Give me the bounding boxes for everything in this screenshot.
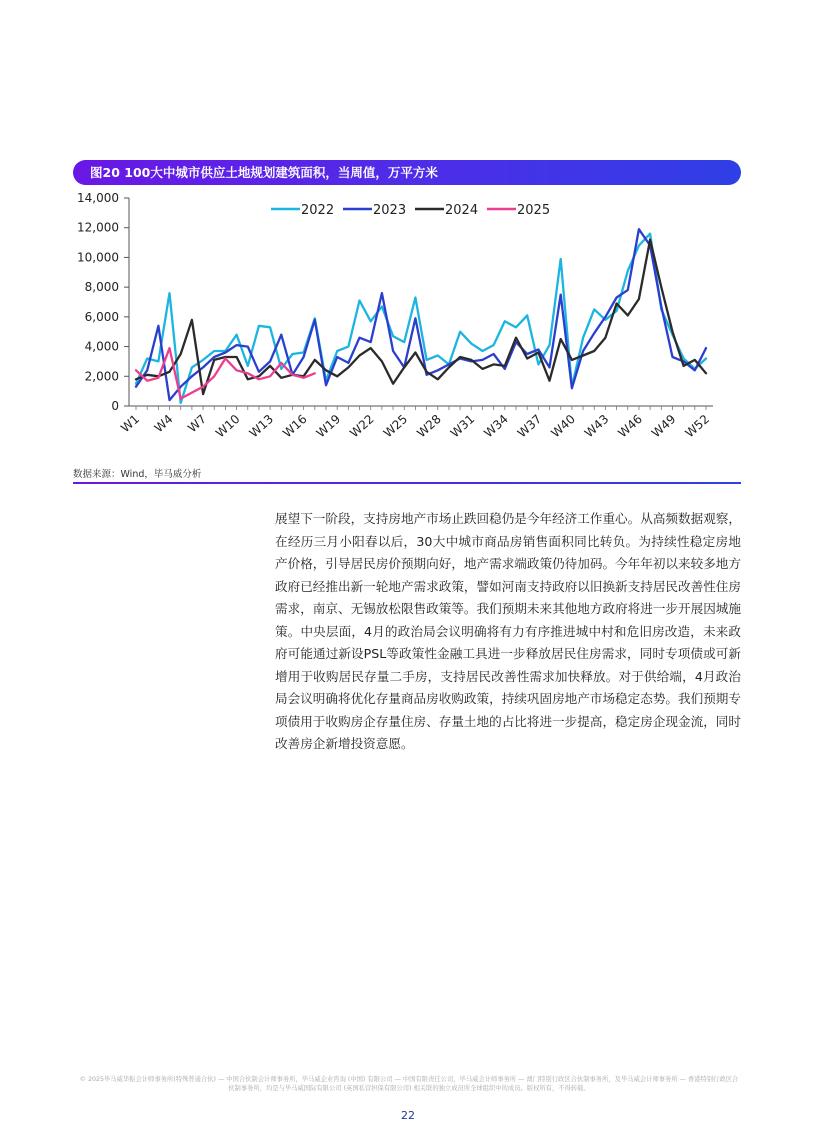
x-tick-label: W46 xyxy=(615,411,645,441)
x-tick-label: W19 xyxy=(313,411,344,441)
chart-legend xyxy=(271,203,550,218)
x-tick-label: W37 xyxy=(514,411,545,441)
y-tick-label: 10,000 xyxy=(77,250,119,265)
y-tick-label: 2,000 xyxy=(84,369,119,384)
x-tick-label: W16 xyxy=(280,411,310,441)
legend-label-2023: 2023 xyxy=(373,203,407,218)
x-tick-label: W10 xyxy=(213,411,243,441)
series-line-2022 xyxy=(136,234,706,403)
legend-label-2025: 2025 xyxy=(517,203,551,218)
y-tick-label: 0 xyxy=(111,399,119,413)
x-tick-label: W13 xyxy=(246,411,277,441)
x-tick-label: W22 xyxy=(347,411,377,441)
x-tick-label: W52 xyxy=(682,411,713,441)
footer-legal: © 2025毕马威华振会计师事务所(特殊普通合伙) — 中国合伙制会计师事务所，毕马威企业咨询 (中国) 有限公司 — 中国有限责任公司，毕马威会计师事务所 — 澳门特别行政区合伙制事务所，及毕马威会计师事务所 — 香港特别行政区合伙制事务所，均是与毕马威国际有限公司 (英国私营担保有限公司) 相关联的独立成员所全球组织中的成员。版权所有，不得转载。 xyxy=(79,1076,739,1092)
figure-title: 图20 100大中城市供应土地规划建筑面积，当周值，万平方米 xyxy=(73,160,741,185)
x-tick-label: W34 xyxy=(481,411,511,441)
y-tick-label: 14,000 xyxy=(77,191,119,205)
x-tick-label: W1 xyxy=(118,411,143,436)
series-line-2024 xyxy=(136,240,706,395)
series-line-2023 xyxy=(136,229,706,400)
x-tick-label: W25 xyxy=(380,411,411,441)
y-tick-label: 12,000 xyxy=(77,220,119,235)
line-chart xyxy=(73,188,741,460)
x-tick-label: W49 xyxy=(648,411,679,441)
x-tick-label: W4 xyxy=(151,411,176,436)
legend-label-2022: 2022 xyxy=(301,203,335,218)
legend-label-2024: 2024 xyxy=(445,203,479,218)
y-tick-label: 8,000 xyxy=(84,280,119,295)
y-tick-label: 6,000 xyxy=(84,309,119,324)
x-tick-label: W43 xyxy=(581,411,612,441)
chart-series xyxy=(136,229,706,403)
x-tick-label: W7 xyxy=(185,411,210,436)
y-tick-label: 4,000 xyxy=(84,339,119,354)
x-tick-label: W40 xyxy=(548,411,578,441)
x-tick-label: W28 xyxy=(414,411,444,441)
body-paragraph: 展望下一阶段，支持房地产市场止跌回稳仍是今年经济工作重心。从高频数据观察，在经历三月小阳春以后，30大中城市商品房销售面积同比转负。为持续性稳定房地产价格，引导居民房价预期向好，地产需求端政策仍待加码。今年年初以来较多地方政府已经推出新一轮地产需求政策，譬如河南支持政府以旧换新支持居民改善性住房需求，南京、无锡放松限售政策等。我们预期未来其他地方政府将进一步开展因城施策。中央层面，4月的政治局会议明确将有力有序推进城中村和危旧房改造，未来政府可能通过新设PSL等政策性金融工具进一步释放居民住房需求，同时专项债或可新增用于收购居民存量二手房，支持居民改善性需求加快释放。对于供给端，4月政治局会议明确将优化存量商品房收购政策，持续巩固房地产市场稳定态势。我们预期专项债用于收购房企存量住房、存量土地的占比将进一步提高，稳定房企现金流，同时改善房企新增投资意愿。 xyxy=(275,511,741,751)
x-tick-label: W31 xyxy=(447,411,478,441)
page-number: 22 xyxy=(401,1109,415,1122)
figure-source: 数据来源：Wind，毕马威分析 xyxy=(73,469,202,480)
divider xyxy=(73,482,741,484)
